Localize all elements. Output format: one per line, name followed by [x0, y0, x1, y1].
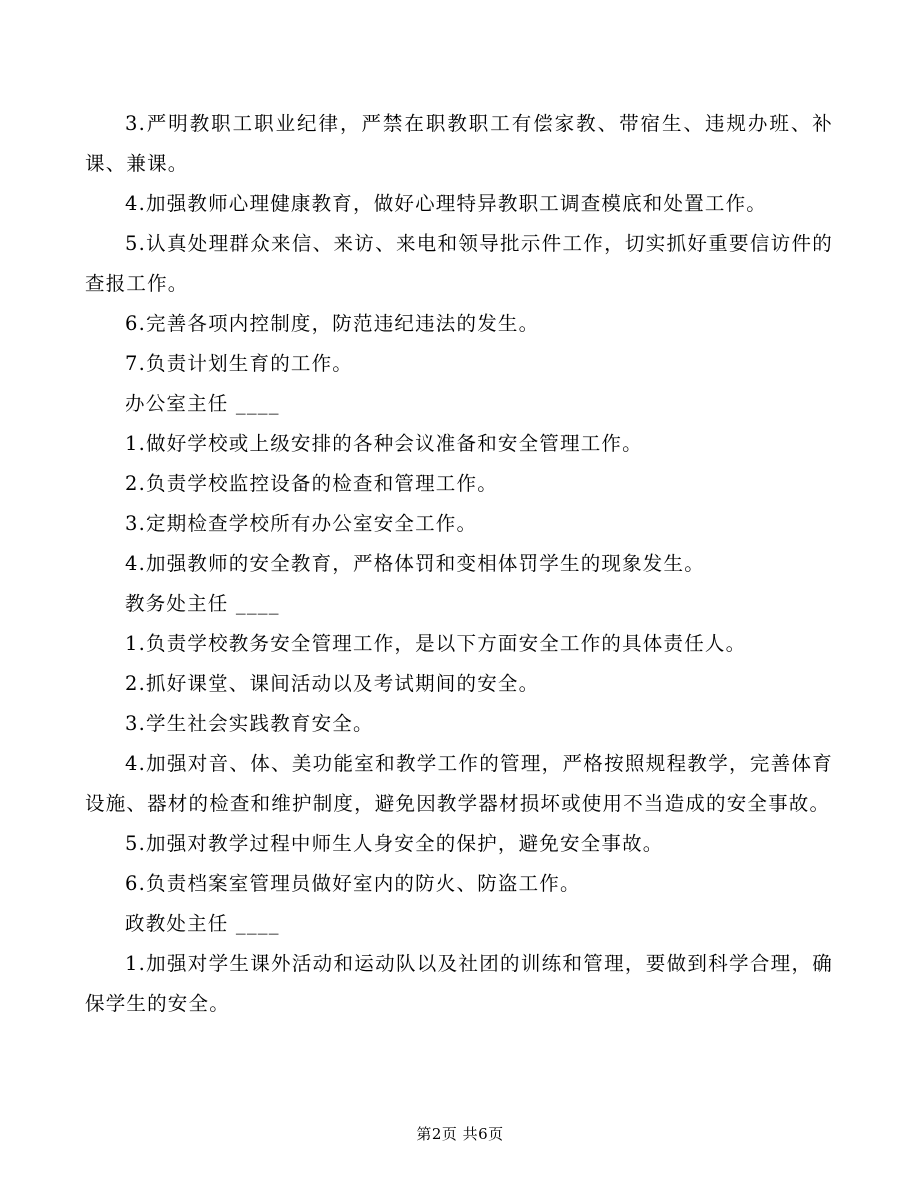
- paragraph: 2.负责学校监控设备的检查和管理工作。: [125, 472, 498, 495]
- document-body: [85, 104, 833, 1024]
- paragraph: 1.加强对学生课外活动和运动队以及社团的训练和管理，要做到科学合理，确保学生的安全。: [85, 952, 833, 1015]
- paragraph: 6.负责档案室管理员做好室内的防火、防盗工作。: [125, 872, 581, 895]
- paragraph: 3.学生社会实践教育安全。: [125, 712, 374, 735]
- section-heading-office-director: 办公室主任 ____: [125, 392, 280, 415]
- paragraph: 1.做好学校或上级安排的各种会议准备和安全管理工作。: [125, 432, 643, 455]
- paragraph: 4.加强教师心理健康教育，做好心理特异教职工调查模底和处置工作。: [125, 192, 768, 215]
- section-heading-academic-affairs-director: 教务处主任 ____: [125, 592, 280, 615]
- page-number-footer: 第2页 共6页: [416, 1125, 504, 1143]
- paragraph: 1.负责学校教务安全管理工作，是以下方面安全工作的具体责任人。: [125, 632, 747, 655]
- section-heading-student-affairs-director: 政教处主任 ____: [125, 912, 280, 935]
- paragraph: 3.定期检查学校所有办公室安全工作。: [125, 512, 478, 535]
- paragraph: 4.加强对音、体、美功能室和教学工作的管理，严格按照规程教学，完善体育设施、器材的检查和维护制度，避免因教学器材损坏或使用不当造成的安全事故。: [85, 752, 833, 815]
- paragraph: 5.认真处理群众来信、来访、来电和领导批示件工作，切实抓好重要信访件的查报工作。: [85, 232, 833, 295]
- paragraph: 2.抓好课堂、课间活动以及考试期间的安全。: [125, 672, 540, 695]
- paragraph: 3.严明教职工职业纪律，严禁在职教职工有偿家教、带宿生、违规办班、补课、兼课。: [85, 112, 833, 175]
- paragraph: 4.加强教师的安全教育，严格体罚和变相体罚学生的现象发生。: [125, 552, 705, 575]
- paragraph: 6.完善各项内控制度，防范违纪违法的发生。: [125, 312, 540, 335]
- paragraph: 7.负责计划生育的工作。: [125, 352, 354, 375]
- paragraph: 5.加强对教学过程中师生人身安全的保护，避免安全事故。: [125, 832, 664, 855]
